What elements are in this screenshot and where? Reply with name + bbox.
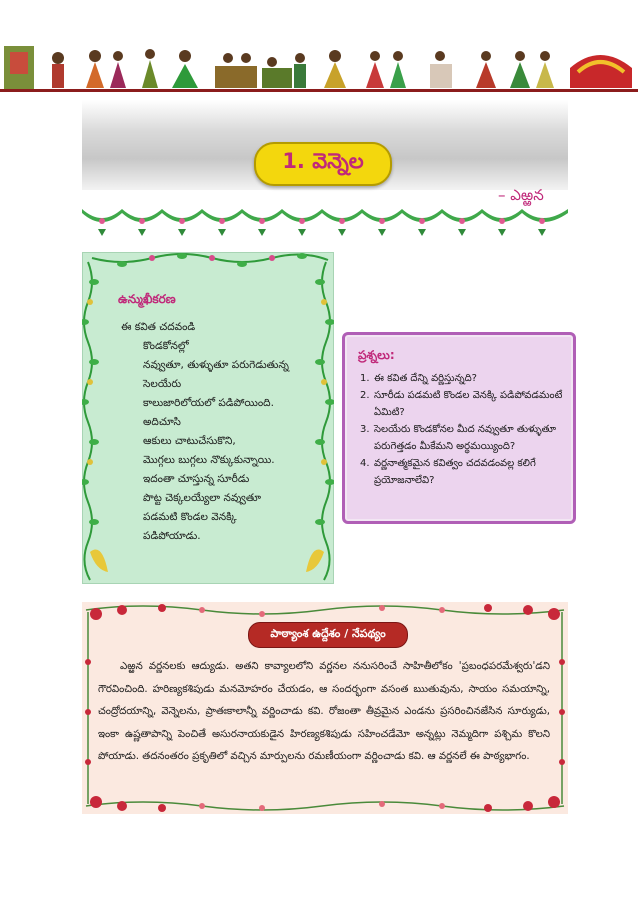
poem-line: పడిపోయాడు. [143,530,201,542]
context-heading: పాఠ్యాంశ ఉద్దేశం / నేపథ్యం [248,622,408,648]
question-text: వర్ణనాత్మకమైన కవిత్వం చదవడంవల్ల కలిగే ప్రయోజనాలేవి? [374,458,536,486]
intro-heading: ఉన్ముఖీకరణ [118,292,176,306]
poem-line: పడమటి కొండల వెనక్కి [143,511,237,523]
question-text: ఈ కవిత దేన్ని వర్ణిస్తున్నది? [374,373,477,384]
folk-dancers-band [0,38,638,90]
question-text: సూరీడు పడమటి కొండల వెనక్కి పడిపోవడమంటే ఏమిటి? [374,390,563,418]
lesson-title: 1. వెన్నెల [254,142,392,186]
poem-line: ఆకులు చాటుచేసుకొని, [143,435,236,447]
poem-line: కాలుజారిలోయలో పడిపోయింది. [143,397,274,409]
poem-line: అదిచూసి [143,416,181,428]
questions-list [360,370,564,489]
poem-line: ఈ కవిత చదవండి [121,321,196,333]
poem-line: నవ్వుతూ, తుళ్ళుతూ పరుగెడుతున్న [143,359,289,371]
question-number: 1. [360,373,370,384]
questions-heading: ప్రశ్నలు: [358,348,395,362]
question-item [360,421,564,455]
question-item [360,387,564,421]
dancer-figures-icon [4,46,632,90]
author-name: – ఎఱ్ఱన [498,186,544,204]
poem-line: పొట్ట చెక్కలయ్యేలా నవ్వుతూ [143,492,262,504]
question-number: 4. [360,458,370,469]
poem-line: కొండకోనల్లో [143,340,189,352]
poem-line: మొగ్గలు బుగ్గలు నొక్కుకున్నాయి. [143,454,275,466]
question-item [360,455,564,489]
context-paragraph: ఎఱ్ఱన వర్ణనలకు ఆద్యుడు. అతని కావ్యాలలోని వర్ణనల ననుసరించే సాహితీలోకం 'ప్రబంధపరమేశ్వరు'డని గౌరవించింది. హరిణ్యకశిపుడు మనమోహరం చేయడం, ఆ సందర్భంగా వసంత ఋతువును, సాయం సమయాన్ని, చంద్రోదయాన్ని, వెన్నెలను, ప్రాతఃకాలాన్నీ వర్ణించాడు కవి. రోజంతా తీవ్రమైన ఎండను ప్రసరించినజేసిన సూర్యుడు, ఇంకా ఉష్ణతాపాన్ని పెంచితే అసురనాయకుడైన హిరణ్యకశిపుడు సహించడేమో అన్నట్లు నెమ్మదిగా పశ్చిమ కొలని పోయాడు. తదనంతరం ప్రకృతిలో వచ్చిన మార్పులను రమణీయంగా వర్ణించాడు కవి. ఆ వర్ణనలే ఈ పాఠ్యభాగం. [98,661,550,762]
leaf-swag-border-icon [82,203,568,237]
poem-line: సెలయేరు [143,378,182,390]
question-number: 3. [360,424,370,435]
intro-poem [121,318,289,546]
top-rule [0,89,638,92]
poem-line: ఇదంతా చూస్తున్న సూరీడు [143,473,250,485]
question-item [360,370,564,387]
question-text: సెలయేరు కొండకోనల మీద నవ్వుతూ తుళ్ళుతూ పరుగెత్తడం మీకేమని అర్థమయ్యింది? [374,424,557,452]
question-number: 2. [360,390,370,401]
